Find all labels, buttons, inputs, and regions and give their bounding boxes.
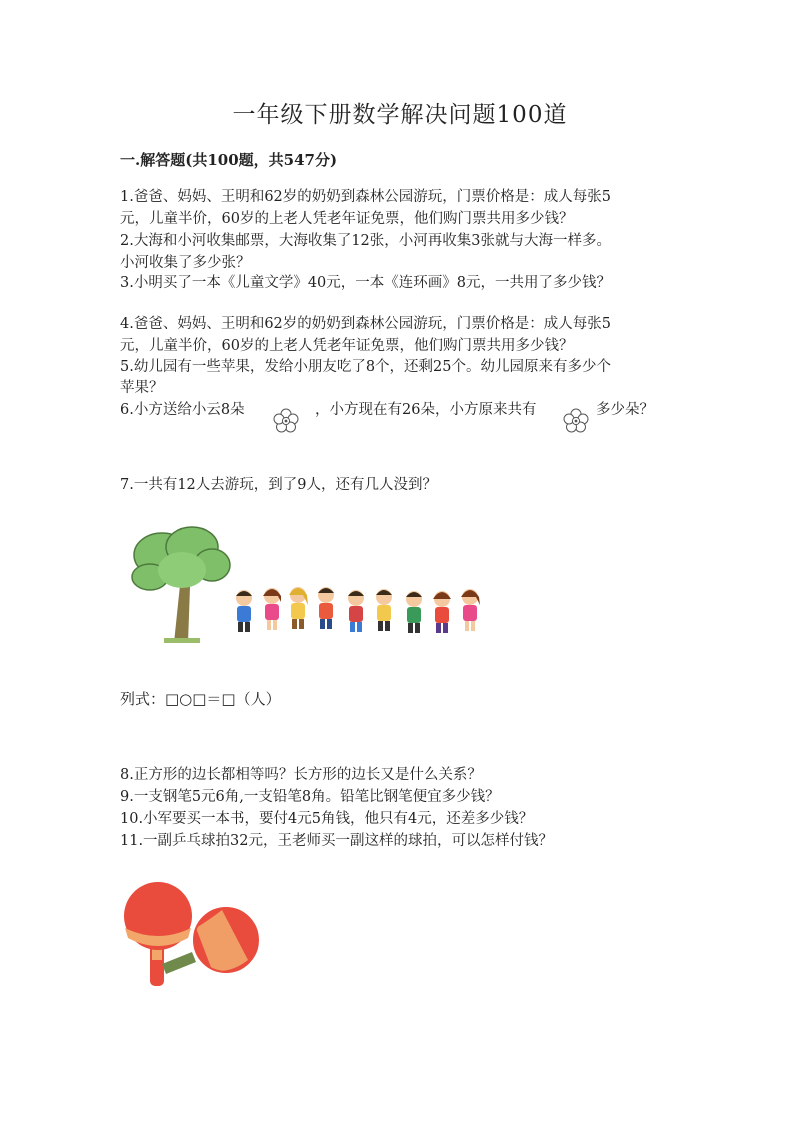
- flower-icon: [563, 408, 589, 434]
- question-4-line-1: 4.爸爸、妈妈、王明和62岁的奶奶到森林公园游玩，门票价格是：成人每张5: [120, 316, 612, 332]
- question-3: 3.小明买了一本《儿童文学》40元，一本《连环画》8元，一共用了多少钱？: [120, 275, 612, 291]
- question-6-part-3: 多少朵？: [596, 402, 654, 418]
- question-9: 9.一支钢笔5元6角,一支铅笔8角。铅笔比钢笔便宜多少钱？: [120, 789, 500, 805]
- tree-children-illustration: [122, 525, 522, 650]
- question-2-line-1: 2.大海和小河收集邮票，大海收集了12张，小河再收集3张就与大海一样多。: [120, 233, 612, 249]
- question-5-line-2: 苹果？: [120, 380, 164, 396]
- page-title: 一年级下册数学解决问题100道: [232, 102, 568, 128]
- ping-pong-paddles-illustration: [122, 880, 264, 992]
- question-2-line-2: 小河收集了多少张？: [120, 255, 251, 271]
- flower-icon: [273, 408, 299, 434]
- question-1-line-2: 元，儿童半价，60岁的上老人凭老年证免票，他们购门票共用多少钱？: [120, 211, 574, 227]
- question-7-formula: 列式：□○□＝□（人）: [120, 690, 281, 708]
- question-6-part-2: ，小方现在有26朵，小方原来共有: [315, 402, 537, 418]
- question-4-line-2: 元，儿童半价，60岁的上老人凭老年证免票，他们购门票共用多少钱？: [120, 338, 574, 354]
- question-8: 8.正方形的边长都相等吗？长方形的边长又是什么关系？: [120, 767, 482, 783]
- question-11: 11.一副乒乓球拍32元，王老师买一副这样的球拍，可以怎样付钱？: [120, 833, 554, 849]
- question-10: 10.小军要买一本书，要付4元5角钱，他只有4元，还差多少钱？: [120, 811, 534, 827]
- question-5-line-1: 5.幼儿园有一些苹果，发给小朋友吃了8个，还剩25个。幼儿园原来有多少个: [120, 359, 612, 375]
- question-6-part-1: 6.小方送给小云8朵: [120, 402, 245, 418]
- tree-illustration: [132, 527, 230, 643]
- section-heading: 一.解答题(共100题，共547分): [120, 151, 338, 169]
- question-1-line-1: 1.爸爸、妈妈、王明和62岁的奶奶到森林公园游玩，门票价格是：成人每张5: [120, 189, 612, 205]
- question-7: 7.一共有12人去游玩，到了9人，还有几人没到？: [120, 477, 438, 493]
- children-illustration: [236, 587, 480, 633]
